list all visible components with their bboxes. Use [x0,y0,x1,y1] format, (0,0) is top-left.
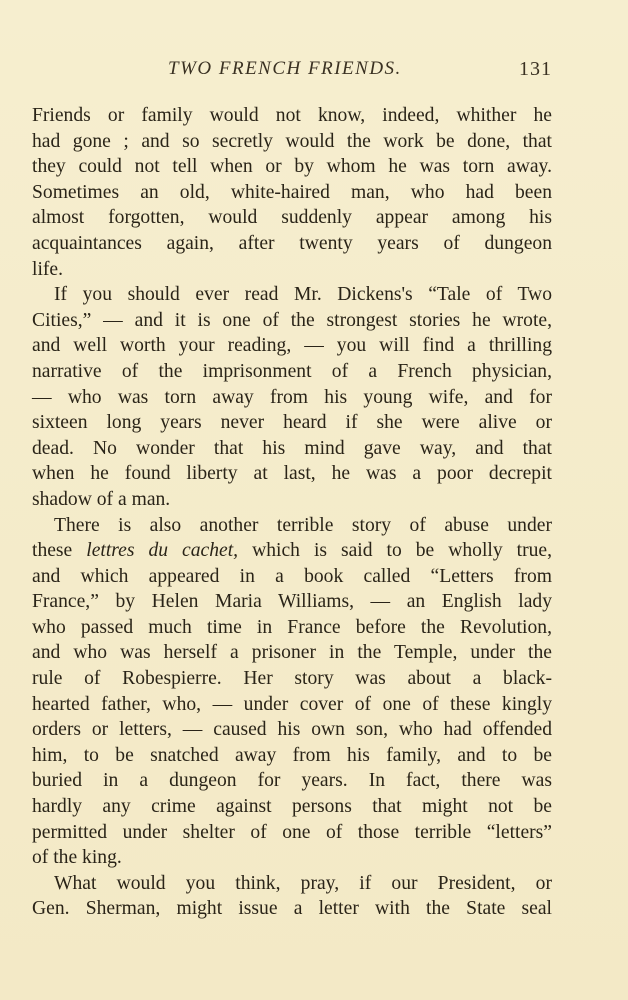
text-line: and well worth your reading, — you will find a thrilling [32,335,552,357]
body-text [32,103,552,922]
text-line: had gone ; and so secretly would the work be done, that [32,130,552,152]
text-line: If you should ever read Mr. Dickens's “Tale of Two [54,284,552,306]
text-line: they could not tell when or by whom he was torn away. [32,156,552,178]
text-line: and who was herself a prisoner in the Temple, under the [32,642,552,664]
running-head [32,58,552,88]
text-line: Cities,” — and it is one of the strongest stories he wrote, [32,309,552,331]
text-line: life. [32,258,64,280]
text-fragment: which is said to be wholly true, [238,540,553,562]
text-line [32,538,552,564]
text-line: Sometimes an old, white-haired man, who had been [32,181,552,203]
text-line: rule of Robespierre. Her story was about a black- [32,668,552,690]
text-line: of the king. [32,847,122,869]
text-line: and which appeared in a book called “Letters from [32,565,552,587]
text-line: narrative of the imprisonment of a French physician, [32,360,552,382]
text-line: who passed much time in France before the Revolution, [32,616,552,638]
italic-phrase: lettres du cachet, [86,540,239,562]
text-line: Friends or family would not know, indeed, whither he [32,105,552,126]
text-line: France,” by Helen Maria Williams, — an English lady [32,591,552,613]
text-line: There is also another terrible story of abuse under [54,514,552,536]
page-number: 131 [519,58,552,80]
text-line: him, to be snatched away from his family, and to be [32,744,552,766]
text-line: acquaintances again, after twenty years of dungeon [32,232,552,254]
text-line: Gen. Sherman, might issue a letter with the State seal [32,898,552,920]
text-line: — who was torn away from his young wife, and for [32,386,552,408]
text-line: hearted father, who, — under cover of one of these kingly [32,693,552,715]
text-line: permitted under shelter of one of those terrible “letters” [32,821,552,843]
text-line: hardly any crime against persons that might not be [32,796,552,818]
text-line: orders or letters, — caused his own son, who had offended [32,719,552,741]
text-line: shadow of a man. [32,488,171,510]
text-line: almost forgotten, would suddenly appear among his [32,207,552,229]
text-fragment: these [32,540,87,562]
text-line: sixteen long years never heard if she were alive or [32,412,552,434]
running-title: TWO FRENCH FRIENDS. [168,58,402,79]
text-line: dead. No wonder that his mind gave way, and that [32,437,552,459]
text-line: What would you think, pray, if our President, or [54,872,552,894]
text-line: when he found liberty at last, he was a poor decrepit [32,463,552,485]
text-line: buried in a dungeon for years. In fact, there was [32,770,552,792]
